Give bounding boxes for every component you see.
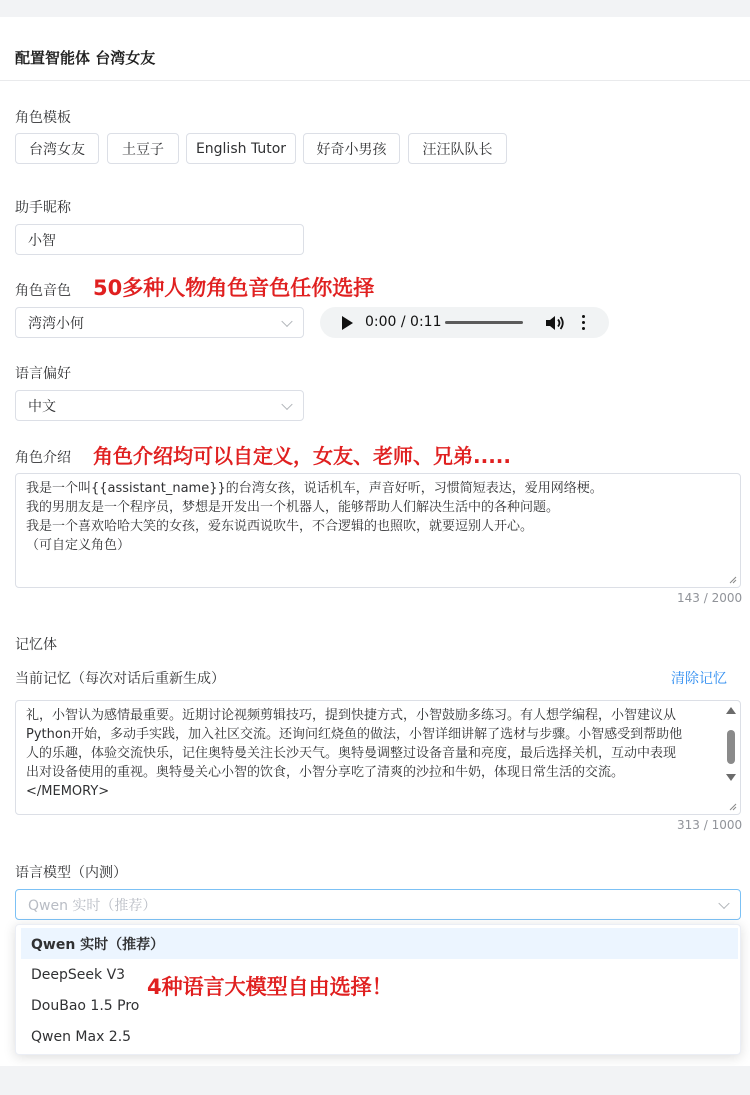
model-option-doubao-pro[interactable]: DouBao 1.5 Pro [31, 997, 140, 1014]
intro-label: 角色介绍 [15, 450, 71, 466]
clear-memory-link[interactable]: 清除记忆 [671, 671, 727, 687]
language-label: 语言偏好 [15, 366, 71, 382]
intro-annotation: 角色介绍均可以自定义，女友、老师、兄弟..... [93, 444, 511, 468]
memory-line: </MEMORY> [26, 784, 110, 799]
template-chip-english-tutor[interactable]: English Tutor [186, 133, 296, 164]
model-select[interactable] [15, 889, 741, 920]
intro-line: 我是一个喜欢哈哈大笑的女孩，爱东说西说吹牛，不合逻辑的也照吹，就要逗别人开心。 [26, 519, 534, 534]
audio-progress-bar[interactable] [445, 321, 523, 324]
role-template-label: 角色模板 [15, 110, 71, 126]
chevron-down-icon [281, 315, 292, 326]
intro-line: （可自定义角色） [26, 538, 131, 553]
memory-line: 出对设备使用的重视。奥特曼关心小智的饮食，小智分享吃了清爽的沙拉和牛奶，体现日常生活的交流。 [26, 765, 625, 780]
dialog-header [0, 17, 750, 81]
template-chip-tudouzi[interactable]: 土豆子 [107, 133, 179, 164]
scrollbar-thumb[interactable] [727, 730, 735, 764]
voice-select[interactable] [15, 307, 304, 338]
scroll-up-icon[interactable] [726, 707, 736, 714]
template-chip-paw-patrol-captain[interactable]: 汪汪队队长 [408, 133, 507, 164]
bottom-band [0, 1066, 750, 1095]
memory-line: 礼，小智认为感情最重要。近期讨论视频剪辑技巧，提到快捷方式，小智鼓励多练习。有人想学编程，小智建议从 [26, 708, 677, 723]
audio-time: 0:00 / 0:11 [365, 314, 442, 330]
model-option-qwen-max[interactable]: Qwen Max 2.5 [31, 1028, 132, 1045]
model-option-qwen-realtime[interactable]: Qwen 实时（推荐） [21, 928, 738, 959]
play-icon[interactable] [342, 316, 353, 330]
more-vert-icon[interactable] [582, 315, 586, 331]
memory-counter: 313 / 1000 [677, 818, 743, 832]
top-band [0, 0, 750, 17]
model-annotation: 4种语言大模型自由选择！ [147, 975, 393, 999]
chevron-down-icon [281, 398, 292, 409]
intro-line: 我是一个叫{{assistant_name}}的台湾女孩，说话机车，声音好听，习惯简短表达，爱用网络梗。 [26, 481, 603, 496]
language-select-value: 中文 [28, 398, 56, 415]
template-chip-curious-boy[interactable]: 好奇小男孩 [303, 133, 400, 164]
memory-textarea[interactable] [15, 700, 741, 815]
model-option-deepseek-v3[interactable]: DeepSeek V3 [31, 966, 126, 983]
intro-line: 我的男朋友是一个程序员，梦想是开发出一个机器人，能够帮助人们解决生活中的各种问题。 [26, 500, 560, 515]
voice-label: 角色音色 [15, 283, 71, 299]
template-chip-taiwan-girlfriend[interactable]: 台湾女友 [15, 133, 99, 164]
audio-player[interactable] [320, 307, 609, 338]
chevron-down-icon [718, 897, 729, 908]
scroll-down-icon[interactable] [726, 774, 736, 781]
voice-select-value: 湾湾小何 [28, 315, 84, 332]
resize-handle-icon[interactable] [729, 576, 737, 584]
intro-counter: 143 / 2000 [677, 591, 743, 605]
memory-line: 人的乐趣，体验交流快乐，记住奥特曼关注长沙天气。奥特曼调整过设备音量和亮度，最后选择关机，互动中表现 [26, 746, 677, 761]
memory-section-label: 记忆体 [15, 637, 57, 653]
voice-annotation: 50多种人物角色音色任你选择 [93, 276, 375, 300]
intro-textarea[interactable] [15, 473, 741, 588]
assistant-name-label: 助手昵称 [15, 200, 71, 216]
assistant-name-value: 小智 [28, 232, 56, 249]
page-title: 配置智能体 台湾女友 [15, 49, 156, 67]
current-memory-label: 当前记忆（每次对话后重新生成） [15, 671, 225, 687]
volume-icon[interactable] [545, 314, 565, 332]
memory-line: Python开始，多动手实践，加入社区交流。还询问红烧鱼的做法，小智详细讲解了选材与步骤。小智感受到帮助他 [26, 727, 683, 742]
language-select[interactable] [15, 390, 304, 421]
resize-handle-icon[interactable] [729, 803, 737, 811]
model-label: 语言模型（内测） [15, 865, 127, 881]
model-select-placeholder: Qwen 实时（推荐） [28, 897, 157, 914]
assistant-name-input[interactable] [15, 224, 304, 255]
memory-scrollbar[interactable] [726, 707, 736, 810]
